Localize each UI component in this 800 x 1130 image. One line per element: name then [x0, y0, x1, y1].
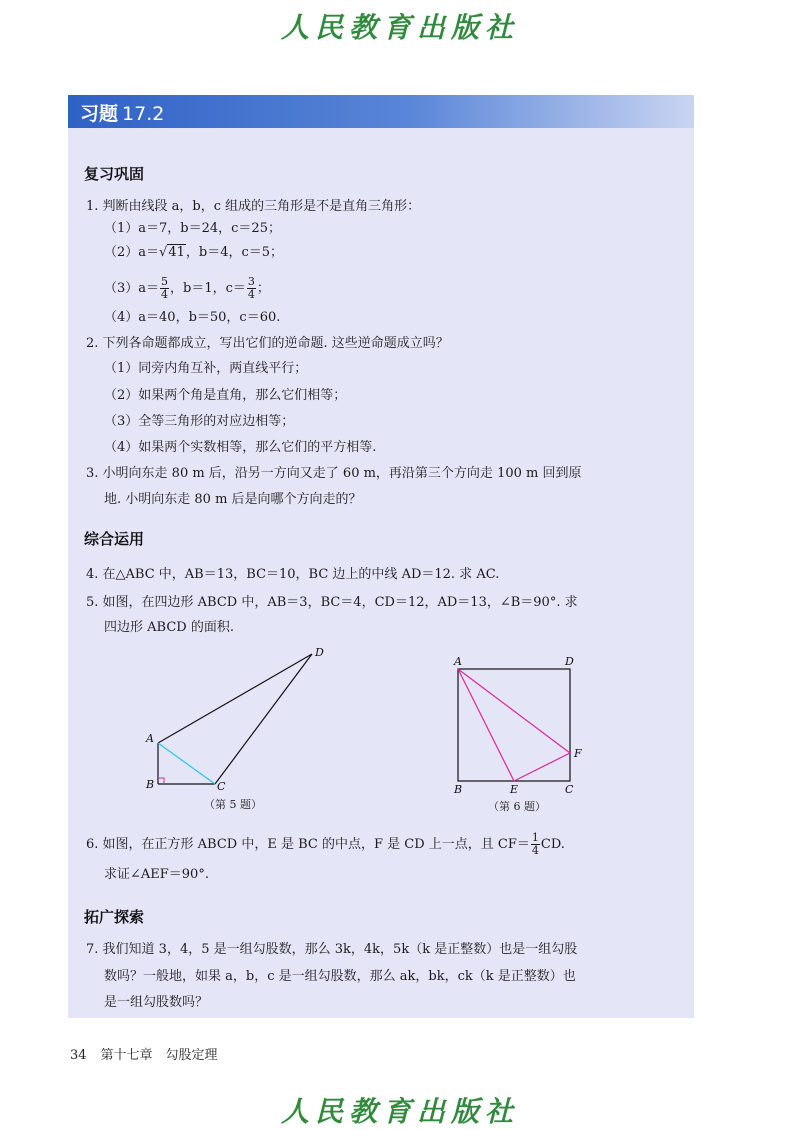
fig5-diagonal-ac — [158, 743, 215, 784]
page-number: 34 — [70, 1048, 87, 1063]
fig6-caption: （第 6 题） — [488, 800, 546, 813]
q4-text: 4. 在△ABC 中，AB＝13，BC＝10，BC 边上的中线 AD＝12. 求 AC. — [86, 567, 500, 582]
q2-part4: （4）如果两个实数相等，那么它们的平方相等. — [104, 440, 377, 455]
q6-frac: $\frac{1}{4}$ — [531, 831, 539, 857]
q7-line2: 数吗？一般地，如果 a，b，c 是一组勾股数，那么 ak，bk，ck（k 是正整数）也 — [104, 969, 576, 984]
fig6-label-d: D — [565, 655, 574, 668]
exercise-number: 17.2 — [122, 103, 165, 125]
chapter-title: 第十七章 勾股定理 — [100, 1048, 218, 1063]
q1-part2-b: ，b＝4，c＝5； — [185, 245, 284, 260]
q1-stem: 1. 判断由线段 a，b，c 组成的三角形是不是直角三角形： — [86, 199, 421, 214]
fig5-label-d: D — [315, 646, 324, 659]
q1-part2-sqrt: 41 — [168, 245, 185, 260]
fig6-label-b: B — [454, 783, 463, 796]
fig6-label-e: E — [510, 783, 519, 796]
q1-part4: （4）a＝40，b＝50，c＝60. — [104, 310, 281, 325]
fig5-side-cd — [215, 654, 312, 784]
q5-line1: 5. 如图，在四边形 ABCD 中，AB＝3，BC＝4，CD＝12，AD＝13，∠B＝90°. 求 — [86, 595, 578, 610]
publisher-logo-bottom: 人民教育出版社 — [280, 1095, 519, 1128]
figure-5 — [140, 640, 340, 800]
q6-line1-a: 6. 如图，在正方形 ABCD 中，E 是 BC 的中点，F 是 CD 上一点，且 CF＝ — [86, 837, 530, 852]
exercise-title-label: 习题 — [80, 103, 119, 125]
q1-part3-b: ，b＝1，c＝ — [170, 281, 246, 296]
q1-part2-a: （2）a＝ — [104, 245, 160, 260]
figure-6 — [445, 650, 585, 800]
fig6-segment-af — [458, 669, 570, 753]
publisher-logo-top: 人民教育出版社 — [280, 11, 519, 44]
q1-part1: （1）a＝7，b＝24，c＝25； — [104, 221, 281, 236]
fig6-segment-ae — [458, 669, 514, 781]
q1-part3-a: （3）a＝ — [104, 281, 160, 296]
fig5-caption: （第 5 题） — [204, 798, 262, 811]
q1-part3-c: ； — [256, 281, 270, 296]
q3-line2: 地. 小明向东走 80 m 后是向哪个方向走的？ — [104, 492, 362, 507]
fig5-side-ad — [158, 654, 312, 743]
q7-line1: 7. 我们知道 3，4，5 是一组勾股数，那么 3k，4k，5k（k 是正整数）也是一组勾股 — [86, 942, 578, 957]
q2-stem: 2. 下列各命题都成立，写出它们的逆命题. 这些逆命题成立吗？ — [86, 336, 449, 351]
exercise-title — [80, 99, 164, 126]
q1-part3-frac1: $\frac{5}{4}$ — [161, 275, 169, 301]
section-review-heading: 复习巩固 — [84, 165, 145, 183]
q1-part3-frac2: $\frac{3}{4}$ — [247, 275, 255, 301]
section-explore-heading: 拓广探索 — [84, 908, 145, 926]
fig6-label-a: A — [454, 655, 462, 668]
fig5-label-b: B — [146, 778, 155, 791]
q6-line1 — [86, 832, 565, 857]
fig5-label-a: A — [146, 732, 154, 745]
q1-part2: （2）a＝√41，b＝4，c＝5； — [104, 245, 284, 260]
q2-part2: （2）如果两个角是直角，那么它们相等； — [104, 388, 347, 403]
fig6-label-f: F — [574, 747, 582, 760]
fig6-square — [458, 669, 570, 781]
page-footer — [70, 1044, 218, 1063]
q6-line2: 求证∠AEF＝90°. — [104, 867, 209, 882]
section-apply-heading: 综合运用 — [84, 530, 145, 548]
q7-line3: 是一组勾股数吗？ — [104, 995, 209, 1010]
fig5-right-angle-mark — [158, 778, 164, 784]
q5-line2: 四边形 ABCD 的面积. — [104, 620, 234, 635]
fig5-label-c: C — [217, 780, 226, 793]
fig6-label-c: C — [565, 783, 574, 796]
q2-part3: （3）全等三角形的对应边相等； — [104, 414, 295, 429]
q6-line1-b: CD. — [540, 837, 565, 852]
q1-part3 — [104, 276, 270, 301]
q2-part1: （1）同旁内角互补，两直线平行； — [104, 361, 308, 376]
fig6-segment-ef — [514, 753, 570, 781]
q3-line1: 3. 小明向东走 80 m 后，沿另一方向又走了 60 m，再沿第三个方向走 100 m 回到原 — [86, 466, 582, 481]
